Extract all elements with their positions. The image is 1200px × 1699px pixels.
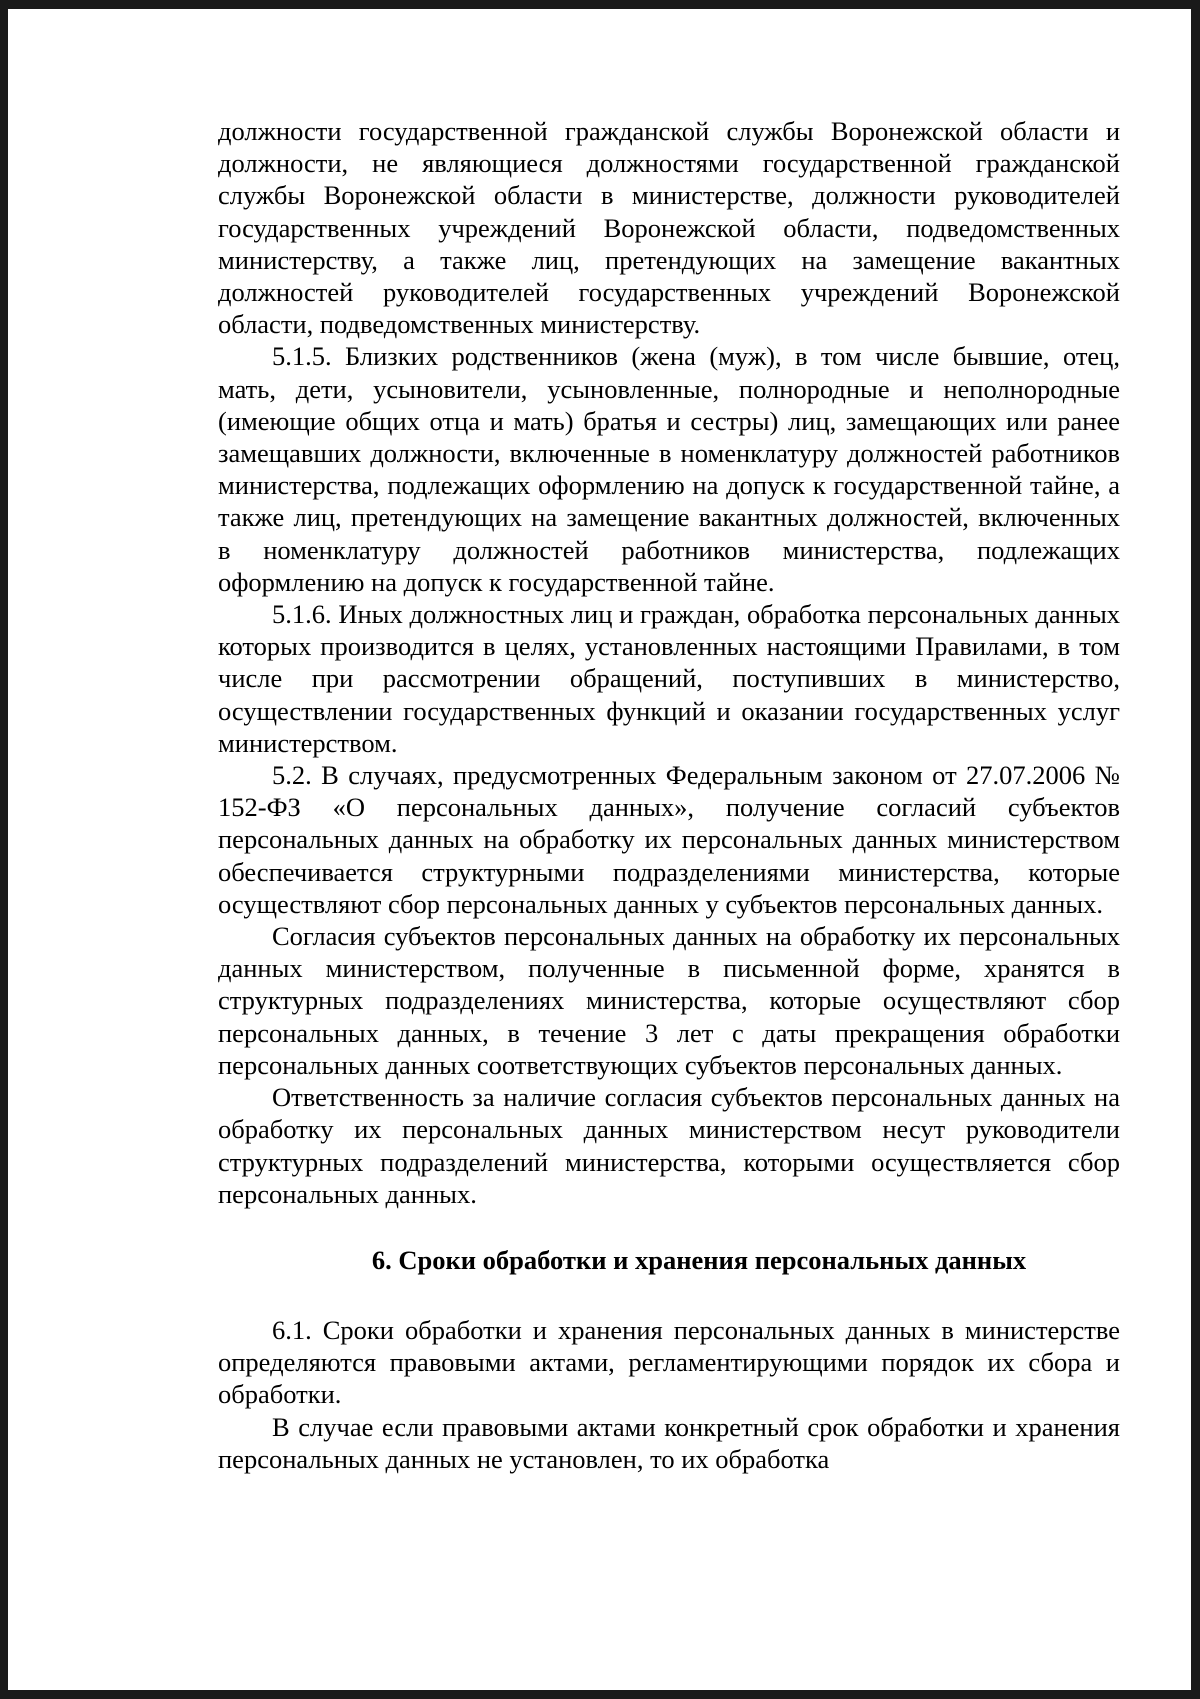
scan-border-right [1191,0,1200,1699]
scan-border-left [0,0,8,1699]
paragraph-6-1: 6.1. Сроки обработки и хранения персональных данных в министерстве определяются правовыми актами, регламентирующими порядок их сбора и обработки. [218,1314,1120,1410]
paragraph-5-2: 5.2. В случаях, предусмотренных Федеральным законом от 27.07.2006 № 152-ФЗ «О персональных данных», получение согласий субъектов персональных данных на обработку их персональных данных министерством обеспечивается структурными подразделениями министерства, которые осуществляют сбор персональных данных у субъектов персональных данных. [218,760,1120,919]
paragraph-6-1-continuation: В случае если правовыми актами конкретный срок обработки и хранения персональных данных не установлен, то их обработка [218,1411,1120,1474]
paragraph-responsibility: Ответственность за наличие согласия субъектов персональных данных на обработку их персональных данных министерством несут руководители структурных подразделений министерства, которыми осуществляется сбор персональных данных. [218,1082,1120,1209]
paragraph-consents-storage: Согласия субъектов персональных данных на обработку их персональных данных министерством, полученные в письменной форме, хранятся в структурных подразделениях министерства, которые осуществляют сбор персональных данных, в течение 3 лет с даты прекращения обработки персональных данных соответствующих субъектов персональных данных. [218,921,1120,1080]
scan-border-bottom [0,1690,1200,1699]
paragraph-positions-continuation: должности государственной гражданской службы Воронежской области и должности, не являющиеся должностями государственной гражданской службы Воронежской области в министерстве, должности руководителей государственных учреждений Воронежской области, подведомственных министерству, а также лиц, претендующих на замещение вакантных должностей руководителей государственных учреждений Воронежской области, подведомственных министерству. [218,116,1120,340]
paragraph-5-1-6: 5.1.6. Иных должностных лиц и граждан, обработка персональных данных которых производится в целях, установленных настоящими Правилами, в том числе при рассмотрении обращений, поступивших в министерство, осуществлении государственных функций и оказании государственных услуг министерством. [218,599,1120,758]
section-heading-wrapper [218,1210,1120,1314]
section-heading: 6. Сроки обработки и хранения персональных данных [371,1244,1027,1275]
scan-border-top [0,0,1200,9]
document-page [218,115,1120,1475]
paragraph-5-1-5: 5.1.5. Близких родственников (жена (муж), в том числе бывшие, отец, мать, дети, усыновители, усыновленные, полнородные и неполнородные (имеющие общих отца и мать) братья и сестры) лиц, замещающих или ранее замещавших должности, включенные в номенклатуру должностей работников министерства, подлежащих оформлению на допуск к государственной тайне, а также лиц, претендующих на замещение вакантных должностей, включенных в номенклатуру должностей работников министерства, подлежащих оформлению на допуск к государственной тайне. [218,341,1120,597]
